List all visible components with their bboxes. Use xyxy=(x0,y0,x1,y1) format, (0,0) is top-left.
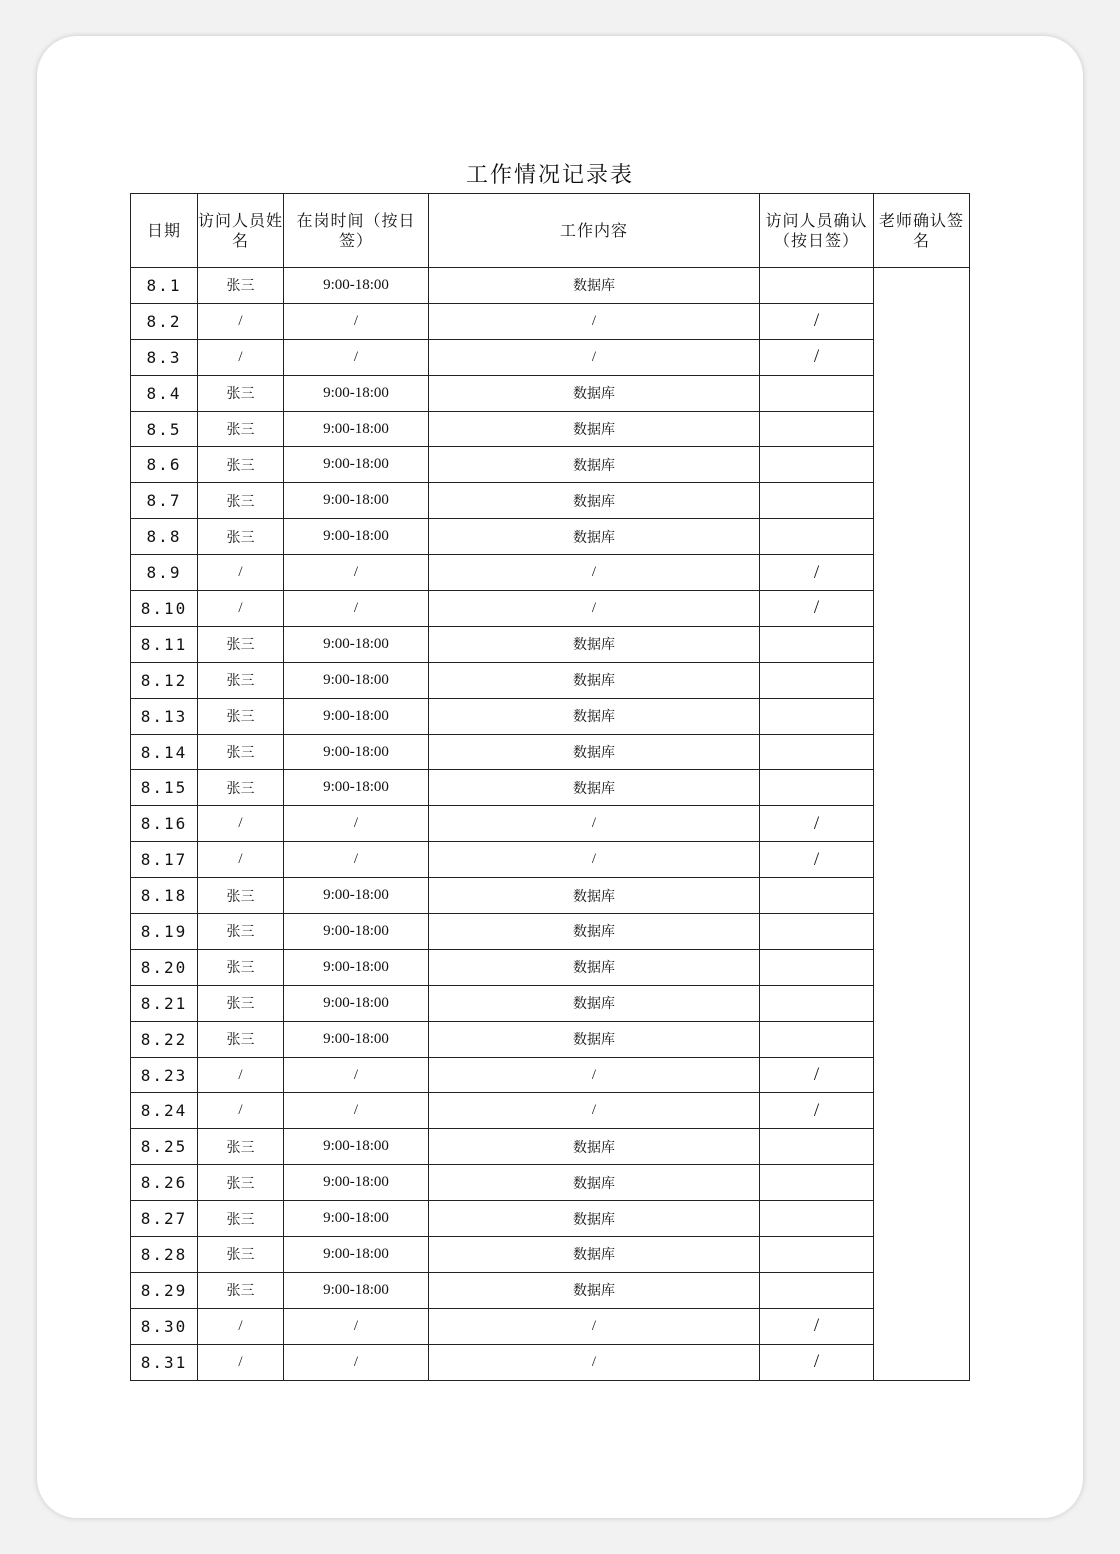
visitor-name-cell: / xyxy=(198,842,284,878)
table-row xyxy=(131,842,970,878)
visitor-name-cell: / xyxy=(198,1308,284,1344)
work-content-cell: / xyxy=(429,806,760,842)
table-row xyxy=(131,1344,970,1380)
visitor-confirm-cell: / xyxy=(760,1057,874,1093)
visitor-confirm-cell: / xyxy=(760,1344,874,1380)
on-duty-time-cell: 9:00-18:00 xyxy=(284,1129,429,1165)
on-duty-time-cell: 9:00-18:00 xyxy=(284,698,429,734)
work-content-cell: 数据库 xyxy=(429,483,760,519)
work-content-cell: 数据库 xyxy=(429,770,760,806)
visitor-confirm-cell: / xyxy=(760,1308,874,1344)
date-cell: 8.30 xyxy=(131,1308,198,1344)
work-content-cell: / xyxy=(429,1093,760,1129)
visitor-name-cell: 张三 xyxy=(198,949,284,985)
header-visitor-name: 访问人员姓名 xyxy=(198,194,284,268)
work-content-cell: / xyxy=(429,1344,760,1380)
work-record-table xyxy=(130,193,970,1381)
visitor-name-cell: 张三 xyxy=(198,770,284,806)
on-duty-time-cell: / xyxy=(284,1093,429,1129)
on-duty-time-cell: / xyxy=(284,303,429,339)
date-cell: 8.27 xyxy=(131,1201,198,1237)
visitor-name-cell: 张三 xyxy=(198,483,284,519)
table-row xyxy=(131,949,970,985)
on-duty-time-cell: 9:00-18:00 xyxy=(284,483,429,519)
on-duty-time-cell: 9:00-18:00 xyxy=(284,447,429,483)
on-duty-time-cell: 9:00-18:00 xyxy=(284,411,429,447)
table-row xyxy=(131,698,970,734)
visitor-confirm-cell xyxy=(760,770,874,806)
work-content-cell: 数据库 xyxy=(429,985,760,1021)
table-row xyxy=(131,375,970,411)
on-duty-time-cell: / xyxy=(284,591,429,627)
date-cell: 8.13 xyxy=(131,698,198,734)
visitor-name-cell: 张三 xyxy=(198,411,284,447)
date-cell: 8.19 xyxy=(131,914,198,950)
visitor-name-cell: 张三 xyxy=(198,519,284,555)
work-content-cell: 数据库 xyxy=(429,447,760,483)
header-on-duty-time: 在岗时间（按日签） xyxy=(284,194,429,268)
work-content-cell: 数据库 xyxy=(429,662,760,698)
work-content-cell: 数据库 xyxy=(429,914,760,950)
date-cell: 8.26 xyxy=(131,1165,198,1201)
visitor-confirm-cell xyxy=(760,949,874,985)
on-duty-time-cell: 9:00-18:00 xyxy=(284,914,429,950)
date-cell: 8.11 xyxy=(131,626,198,662)
date-cell: 8.23 xyxy=(131,1057,198,1093)
visitor-name-cell: / xyxy=(198,806,284,842)
on-duty-time-cell: / xyxy=(284,806,429,842)
visitor-confirm-cell xyxy=(760,698,874,734)
work-content-cell: 数据库 xyxy=(429,1272,760,1308)
date-cell: 8.14 xyxy=(131,734,198,770)
date-cell: 8.7 xyxy=(131,483,198,519)
table-row xyxy=(131,303,970,339)
visitor-confirm-cell xyxy=(760,447,874,483)
visitor-confirm-cell: / xyxy=(760,842,874,878)
table-row xyxy=(131,483,970,519)
table-row xyxy=(131,447,970,483)
date-cell: 8.20 xyxy=(131,949,198,985)
on-duty-time-cell: 9:00-18:00 xyxy=(284,268,429,304)
visitor-name-cell: 张三 xyxy=(198,1021,284,1057)
work-content-cell: / xyxy=(429,842,760,878)
visitor-name-cell: 张三 xyxy=(198,1237,284,1273)
work-content-cell: / xyxy=(429,1308,760,1344)
on-duty-time-cell: 9:00-18:00 xyxy=(284,1165,429,1201)
visitor-confirm-cell: / xyxy=(760,591,874,627)
table-row xyxy=(131,662,970,698)
table-row xyxy=(131,339,970,375)
visitor-confirm-cell xyxy=(760,1201,874,1237)
table-row xyxy=(131,985,970,1021)
visitor-confirm-cell: / xyxy=(760,806,874,842)
date-cell: 8.4 xyxy=(131,375,198,411)
visitor-name-cell: 张三 xyxy=(198,698,284,734)
visitor-confirm-cell xyxy=(760,985,874,1021)
date-cell: 8.16 xyxy=(131,806,198,842)
on-duty-time-cell: 9:00-18:00 xyxy=(284,662,429,698)
visitor-confirm-cell xyxy=(760,1165,874,1201)
visitor-name-cell: 张三 xyxy=(198,1165,284,1201)
date-cell: 8.1 xyxy=(131,268,198,304)
page-title: 工作情况记录表 xyxy=(465,163,634,188)
date-cell: 8.21 xyxy=(131,985,198,1021)
on-duty-time-cell: 9:00-18:00 xyxy=(284,985,429,1021)
visitor-confirm-cell xyxy=(760,734,874,770)
work-content-cell: 数据库 xyxy=(429,268,760,304)
visitor-name-cell: 张三 xyxy=(198,1201,284,1237)
visitor-name-cell: / xyxy=(198,555,284,591)
table-row xyxy=(131,1308,970,1344)
visitor-confirm-cell xyxy=(760,268,874,304)
table-row xyxy=(131,1165,970,1201)
table-row xyxy=(131,878,970,914)
header-date: 日期 xyxy=(131,194,198,268)
table-row xyxy=(131,268,970,304)
work-content-cell: 数据库 xyxy=(429,626,760,662)
on-duty-time-cell: 9:00-18:00 xyxy=(284,1021,429,1057)
table-row xyxy=(131,1093,970,1129)
visitor-name-cell: 张三 xyxy=(198,1272,284,1308)
visitor-name-cell: / xyxy=(198,1344,284,1380)
work-content-cell: / xyxy=(429,339,760,375)
date-cell: 8.5 xyxy=(131,411,198,447)
header-visitor-confirm: 访问人员确认（按日签） xyxy=(760,194,874,268)
work-content-cell: 数据库 xyxy=(429,1237,760,1273)
work-content-cell: 数据库 xyxy=(429,698,760,734)
date-cell: 8.25 xyxy=(131,1129,198,1165)
visitor-name-cell: 张三 xyxy=(198,734,284,770)
visitor-confirm-cell: / xyxy=(760,1093,874,1129)
visitor-confirm-cell xyxy=(760,1272,874,1308)
on-duty-time-cell: 9:00-18:00 xyxy=(284,1272,429,1308)
work-content-cell: / xyxy=(429,591,760,627)
on-duty-time-cell: / xyxy=(284,842,429,878)
on-duty-time-cell: 9:00-18:00 xyxy=(284,626,429,662)
visitor-name-cell: 张三 xyxy=(198,447,284,483)
work-content-cell: 数据库 xyxy=(429,1129,760,1165)
date-cell: 8.24 xyxy=(131,1093,198,1129)
table-row xyxy=(131,1021,970,1057)
work-content-cell: 数据库 xyxy=(429,1021,760,1057)
on-duty-time-cell: / xyxy=(284,1308,429,1344)
table-row xyxy=(131,411,970,447)
visitor-confirm-cell xyxy=(760,878,874,914)
table-row xyxy=(131,519,970,555)
date-cell: 8.28 xyxy=(131,1237,198,1273)
work-content-cell: 数据库 xyxy=(429,1201,760,1237)
visitor-name-cell: / xyxy=(198,591,284,627)
work-content-cell: 数据库 xyxy=(429,375,760,411)
on-duty-time-cell: 9:00-18:00 xyxy=(284,770,429,806)
work-content-cell: 数据库 xyxy=(429,734,760,770)
work-content-cell: 数据库 xyxy=(429,519,760,555)
on-duty-time-cell: 9:00-18:00 xyxy=(284,1201,429,1237)
date-cell: 8.8 xyxy=(131,519,198,555)
on-duty-time-cell: 9:00-18:00 xyxy=(284,1237,429,1273)
visitor-confirm-cell xyxy=(760,626,874,662)
date-cell: 8.6 xyxy=(131,447,198,483)
visitor-confirm-cell: / xyxy=(760,339,874,375)
work-content-cell: / xyxy=(429,1057,760,1093)
on-duty-time-cell: / xyxy=(284,339,429,375)
visitor-confirm-cell xyxy=(760,1021,874,1057)
work-content-cell: 数据库 xyxy=(429,878,760,914)
header-teacher-sign: 老师确认签名 xyxy=(874,194,970,268)
visitor-name-cell: 张三 xyxy=(198,985,284,1021)
date-cell: 8.9 xyxy=(131,555,198,591)
table-row xyxy=(131,1129,970,1165)
visitor-confirm-cell: / xyxy=(760,303,874,339)
table-row xyxy=(131,914,970,950)
visitor-name-cell: 张三 xyxy=(198,914,284,950)
date-cell: 8.12 xyxy=(131,662,198,698)
on-duty-time-cell: / xyxy=(284,555,429,591)
teacher-signature-cell xyxy=(874,268,970,1381)
date-cell: 8.18 xyxy=(131,878,198,914)
visitor-confirm-cell xyxy=(760,519,874,555)
visitor-name-cell: / xyxy=(198,1057,284,1093)
visitor-confirm-cell: / xyxy=(760,555,874,591)
visitor-confirm-cell xyxy=(760,411,874,447)
visitor-name-cell: 张三 xyxy=(198,1129,284,1165)
on-duty-time-cell: / xyxy=(284,1344,429,1380)
visitor-name-cell: 张三 xyxy=(198,878,284,914)
visitor-confirm-cell xyxy=(760,483,874,519)
table-row xyxy=(131,734,970,770)
work-content-cell: 数据库 xyxy=(429,411,760,447)
on-duty-time-cell: 9:00-18:00 xyxy=(284,878,429,914)
on-duty-time-cell: / xyxy=(284,1057,429,1093)
visitor-name-cell: 张三 xyxy=(198,268,284,304)
visitor-confirm-cell xyxy=(760,1129,874,1165)
visitor-name-cell: / xyxy=(198,339,284,375)
work-content-cell: / xyxy=(429,555,760,591)
visitor-name-cell: 张三 xyxy=(198,626,284,662)
table-row xyxy=(131,626,970,662)
visitor-name-cell: 张三 xyxy=(198,662,284,698)
table-row xyxy=(131,1237,970,1273)
visitor-name-cell: / xyxy=(198,1093,284,1129)
table-body xyxy=(131,268,970,1381)
table-row xyxy=(131,806,970,842)
date-cell: 8.3 xyxy=(131,339,198,375)
date-cell: 8.29 xyxy=(131,1272,198,1308)
table-row xyxy=(131,770,970,806)
table-row xyxy=(131,1057,970,1093)
date-cell: 8.22 xyxy=(131,1021,198,1057)
header-work-content: 工作内容 xyxy=(429,194,760,268)
date-cell: 8.10 xyxy=(131,591,198,627)
date-cell: 8.31 xyxy=(131,1344,198,1380)
on-duty-time-cell: 9:00-18:00 xyxy=(284,375,429,411)
table-row xyxy=(131,555,970,591)
date-cell: 8.17 xyxy=(131,842,198,878)
on-duty-time-cell: 9:00-18:00 xyxy=(284,949,429,985)
visitor-confirm-cell xyxy=(760,1237,874,1273)
on-duty-time-cell: 9:00-18:00 xyxy=(284,734,429,770)
table-row xyxy=(131,1201,970,1237)
visitor-confirm-cell xyxy=(760,375,874,411)
table-row xyxy=(131,591,970,627)
visitor-name-cell: / xyxy=(198,303,284,339)
visitor-name-cell: 张三 xyxy=(198,375,284,411)
table-header-row xyxy=(131,194,970,268)
date-cell: 8.2 xyxy=(131,303,198,339)
visitor-confirm-cell xyxy=(760,662,874,698)
work-content-cell: 数据库 xyxy=(429,1165,760,1201)
table-row xyxy=(131,1272,970,1308)
visitor-confirm-cell xyxy=(760,914,874,950)
on-duty-time-cell: 9:00-18:00 xyxy=(284,519,429,555)
work-content-cell: 数据库 xyxy=(429,949,760,985)
date-cell: 8.15 xyxy=(131,770,198,806)
work-content-cell: / xyxy=(429,303,760,339)
